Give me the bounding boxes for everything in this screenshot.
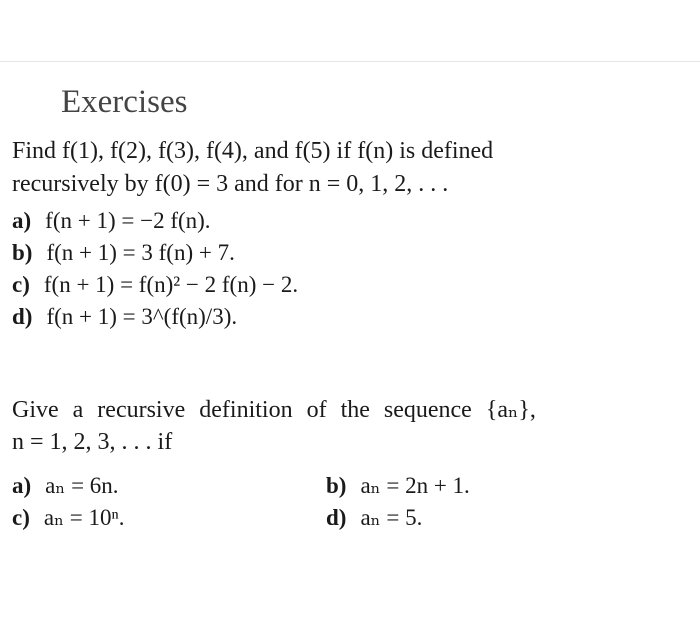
exercise1-prompt-line2: recursively by f(0) = 3 and for n = 0, 1, 2, . . . xyxy=(12,171,449,197)
exercise1-item-d xyxy=(12,305,237,328)
item-label: c) xyxy=(12,505,30,530)
exercise2-item-c xyxy=(12,506,125,529)
item-formula: f(n + 1) = −2 f(n). xyxy=(45,208,211,233)
top-divider xyxy=(0,61,700,62)
exercise2-item-d xyxy=(326,506,422,529)
item-formula: aₙ = 2n + 1. xyxy=(360,473,470,498)
item-label: b) xyxy=(326,473,347,498)
item-label: a) xyxy=(12,208,32,233)
exercise2-prompt-line2: n = 1, 2, 3, . . . if xyxy=(12,429,173,455)
item-label: c) xyxy=(12,272,30,297)
exercise1-prompt-line1: Find f(1), f(2), f(3), f(4), and f(5) if f(n) is defined xyxy=(12,138,494,164)
exercise2-item-a xyxy=(12,474,119,497)
item-label: a) xyxy=(12,473,32,498)
section-heading: Exercises xyxy=(61,84,188,120)
exercise1-item-a xyxy=(12,209,211,232)
item-formula: aₙ = 6n. xyxy=(45,473,119,498)
item-formula: aₙ = 5. xyxy=(360,505,423,530)
item-label: d) xyxy=(326,505,347,530)
item-formula: f(n + 1) = f(n)² − 2 f(n) − 2. xyxy=(43,272,299,297)
item-label: b) xyxy=(12,240,33,265)
item-formula: f(n + 1) = 3^(f(n)/3). xyxy=(46,304,238,329)
exercise1-item-c xyxy=(12,273,298,296)
exercise2-item-b xyxy=(326,474,470,497)
item-formula: aₙ = 10ⁿ. xyxy=(43,505,125,530)
exercise1-item-b xyxy=(12,241,235,264)
item-formula: f(n + 1) = 3 f(n) + 7. xyxy=(46,240,235,265)
item-label: d) xyxy=(12,304,33,329)
exercise2-prompt-line1: Give a recursive definition of the sequence {aₙ}, xyxy=(12,397,536,423)
